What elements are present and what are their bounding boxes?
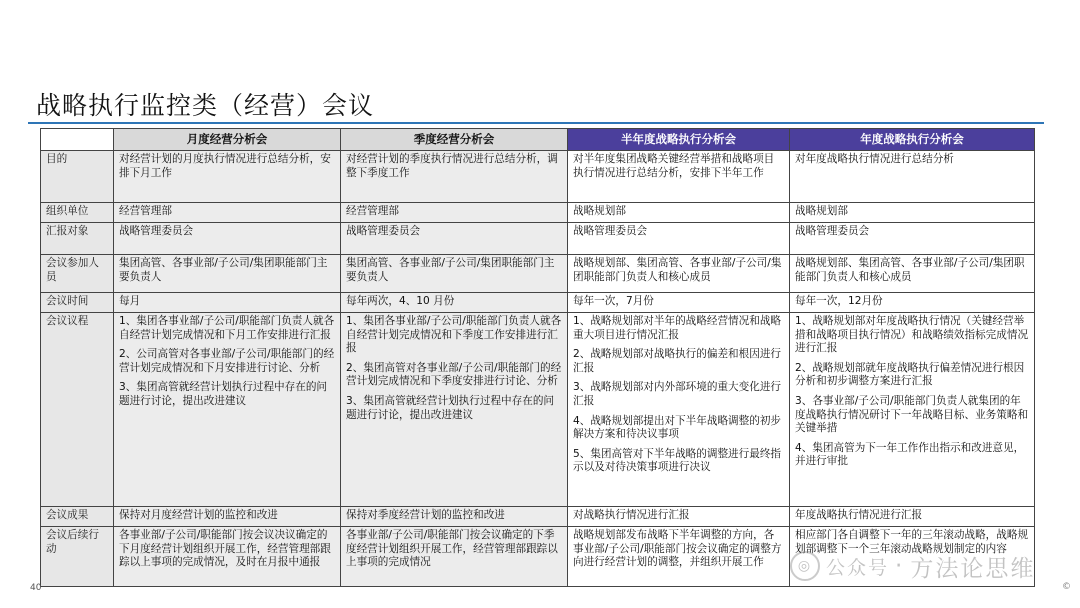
row-label-organizer: 组织单位 xyxy=(41,203,114,223)
row-label-outcome: 会议成果 xyxy=(41,507,114,527)
row-label-follow-up: 会议后续行动 xyxy=(41,527,114,587)
cell-text: 战略规划部发布战略下半年调整的方向，各事业部/子公司/职能部门按会议确定的调整方向进行经营计划的调整，并组织开展工作 xyxy=(573,529,782,569)
cell-outcome-half-year xyxy=(568,507,790,527)
cell-time-monthly xyxy=(114,293,341,313)
page-number: 40 xyxy=(30,583,42,593)
cell-outcome-quarterly xyxy=(341,507,568,527)
cell-text: 战略规划部、集团高管、各事业部/子公司/集团职能部门负责人和核心成员 xyxy=(573,257,782,283)
table-row-time xyxy=(41,293,1035,313)
cell-follow-up-monthly xyxy=(114,527,341,587)
watermark-name: 方法论思维 xyxy=(910,555,1036,582)
header-quarterly: 季度经营分析会 xyxy=(341,129,568,151)
cell-text: 1、战略规划部对年度战略执行情况（关键经营举措和战略项目执行情况）和战略绩效指标完成情况进行汇报 xyxy=(795,315,1029,355)
cell-text: 2、集团高管对各事业部/子公司/职能部门的经营计划完成情况和下季度安排进行讨论、分析 xyxy=(346,361,562,388)
cell-text: 对经营计划的月度执行情况进行总结分析，安排下月工作 xyxy=(119,153,331,179)
table-row-outcome xyxy=(41,507,1035,527)
row-label-participants: 会议参加人员 xyxy=(41,255,114,293)
header-annual: 年度战略执行分析会 xyxy=(790,129,1035,151)
cell-organizer-monthly xyxy=(114,203,341,223)
cell-time-annual xyxy=(790,293,1035,313)
cell-agenda-quarterly xyxy=(341,313,568,507)
cell-time-half-year xyxy=(568,293,790,313)
cell-text: 对年度战略执行情况进行总结分析 xyxy=(795,153,954,165)
cell-text: 1、集团各事业部/子公司/职能部门负责人就各自经营计划完成情况和下月工作安排进行汇报 xyxy=(119,315,335,341)
cell-purpose-half-year xyxy=(568,151,790,203)
cell-report-to-half-year xyxy=(568,223,790,255)
cell-follow-up-annual xyxy=(790,527,1035,587)
cell-text: 每年一次，7月份 xyxy=(573,295,654,307)
cell-text: 1、集团各事业部/子公司/职能部门负责人就各自经营计划完成情况和下季度工作安排进行汇报 xyxy=(346,315,562,355)
cell-text: 各事业部/子公司/职能部门按会议确定的下季度经营计划组织开展工作，经营管理部跟踪以上事项的完成情况 xyxy=(346,529,558,569)
cell-text: 相应部门各自调整下一年的三年滚动战略，战略规划部调整下一个三年滚动战略规划制定的内容 xyxy=(795,529,1029,555)
cell-text: 2、战略规划部对战略执行的偏差和根因进行汇报 xyxy=(573,348,782,374)
cell-organizer-annual xyxy=(790,203,1035,223)
row-label-agenda: 会议议程 xyxy=(41,313,114,507)
row-label-report-to: 汇报对象 xyxy=(41,223,114,255)
title-divider xyxy=(28,122,1044,124)
table-row-organizer xyxy=(41,203,1035,223)
cell-participants-quarterly xyxy=(341,255,568,293)
table-row-purpose xyxy=(41,151,1035,203)
header-corner xyxy=(41,129,114,151)
cell-text: 战略规划部 xyxy=(795,205,848,217)
cell-report-to-monthly xyxy=(114,223,341,255)
cell-text: 战略管理委员会 xyxy=(119,225,194,237)
cell-text: 每年一次，12月份 xyxy=(795,295,883,307)
cell-text: 年度战略执行情况进行汇报 xyxy=(795,509,923,521)
cell-text: 战略规划部、集团高管、各事业部/子公司/集团职能部门负责人和核心成员 xyxy=(795,257,1025,283)
cell-text: 每年两次，4、10 月份 xyxy=(346,295,455,307)
page-title: 战略执行监控类（经营）会议 xyxy=(36,91,375,120)
copyright-mark: © xyxy=(1062,582,1071,592)
header-half-year: 半年度战略执行分析会 xyxy=(568,129,790,151)
cell-outcome-monthly xyxy=(114,507,341,527)
cell-purpose-monthly xyxy=(114,151,341,203)
cell-text: 战略规划部 xyxy=(573,205,626,217)
cell-text: 战略管理委员会 xyxy=(346,225,421,237)
cell-text: 对战略执行情况进行汇报 xyxy=(573,509,690,521)
meeting-comparison-table xyxy=(40,128,1035,587)
watermark-source: 公众号 xyxy=(826,556,890,579)
watermark-dot: · xyxy=(895,553,905,579)
cell-text: 4、战略规划部提出对下半年战略调整的初步解决方案和待决议事项 xyxy=(573,414,782,441)
cell-participants-monthly xyxy=(114,255,341,293)
cell-follow-up-quarterly xyxy=(341,527,568,587)
table-row-participants xyxy=(41,255,1035,293)
row-label-time: 会议时间 xyxy=(41,293,114,313)
cell-text: 对半年度集团战略关键经营举措和战略项目执行情况进行总结分析，安排下半年工作 xyxy=(573,153,775,179)
cell-outcome-annual xyxy=(790,507,1035,527)
cell-organizer-quarterly xyxy=(341,203,568,223)
header-row xyxy=(41,129,1035,151)
cell-text: 经营管理部 xyxy=(119,205,172,217)
cell-agenda-half-year xyxy=(568,313,790,507)
cell-text: 保持对月度经营计划的监控和改进 xyxy=(119,509,278,521)
cell-purpose-annual xyxy=(790,151,1035,203)
cell-text: 2、公司高管对各事业部/子公司/职能部门的经营计划完成情况和下月安排进行讨论、分析 xyxy=(119,348,335,374)
cell-report-to-annual xyxy=(790,223,1035,255)
cell-organizer-half-year xyxy=(568,203,790,223)
cell-text: 3、集团高管就经营计划执行过程中存在的问题进行讨论，提出改进建议 xyxy=(346,394,555,421)
cell-text: 4、集团高管为下一年工作作出指示和改进意见，并进行审批 xyxy=(795,441,1025,468)
cell-text: 5、集团高管对下半年战略的调整进行最终指示以及对待决策事项进行决议 xyxy=(573,447,782,474)
cell-text: 3、集团高管就经营计划执行过程中存在的问题进行讨论，提出改进建议 xyxy=(119,381,328,407)
row-label-purpose: 目的 xyxy=(41,151,114,203)
cell-text: 集团高管、各事业部/子公司/集团职能部门主要负责人 xyxy=(346,257,555,283)
cell-follow-up-half-year xyxy=(568,527,790,587)
cell-text: 2、战略规划部就年度战略执行偏差情况进行根因分析和初步调整方案进行汇报 xyxy=(795,361,1025,388)
cell-text: 保持对季度经营计划的监控和改进 xyxy=(346,509,505,521)
cell-purpose-quarterly xyxy=(341,151,568,203)
cell-report-to-quarterly xyxy=(341,223,568,255)
cell-time-quarterly xyxy=(341,293,568,313)
cell-text: 对经营计划的季度执行情况进行总结分析，调整下季度工作 xyxy=(346,153,558,179)
cell-text: 每月 xyxy=(119,295,141,307)
header-monthly: 月度经营分析会 xyxy=(114,129,341,151)
cell-agenda-annual xyxy=(790,313,1035,507)
cell-text: 战略管理委员会 xyxy=(573,225,648,237)
cell-text: 集团高管、各事业部/子公司/集团职能部门主要负责人 xyxy=(119,257,328,283)
table-row-follow-up xyxy=(41,527,1035,587)
cell-participants-half-year xyxy=(568,255,790,293)
cell-text: 各事业部/子公司/职能部门按会议决议确定的下月度经营计划组织开展工作，经营管理部跟踪以上事项的完成情况，及时在月报中通报 xyxy=(119,529,331,569)
cell-text: 3、各事业部/子公司/职能部门负责人就集团的年度战略执行情况研讨下一年战略目标、业务策略和关键举措 xyxy=(795,394,1029,435)
cell-agenda-monthly xyxy=(114,313,341,507)
table-row-agenda xyxy=(41,313,1035,507)
cell-text: 经营管理部 xyxy=(346,205,399,217)
wechat-logo-icon: ◎ xyxy=(790,551,820,581)
cell-text: 1、战略规划部对半年的战略经营情况和战略重大项目进行情况汇报 xyxy=(573,315,782,341)
cell-text: 战略管理委员会 xyxy=(795,225,870,237)
cell-participants-annual xyxy=(790,255,1035,293)
table-row-report-to xyxy=(41,223,1035,255)
cell-text: 3、战略规划部对内外部环境的重大变化进行汇报 xyxy=(573,381,782,407)
